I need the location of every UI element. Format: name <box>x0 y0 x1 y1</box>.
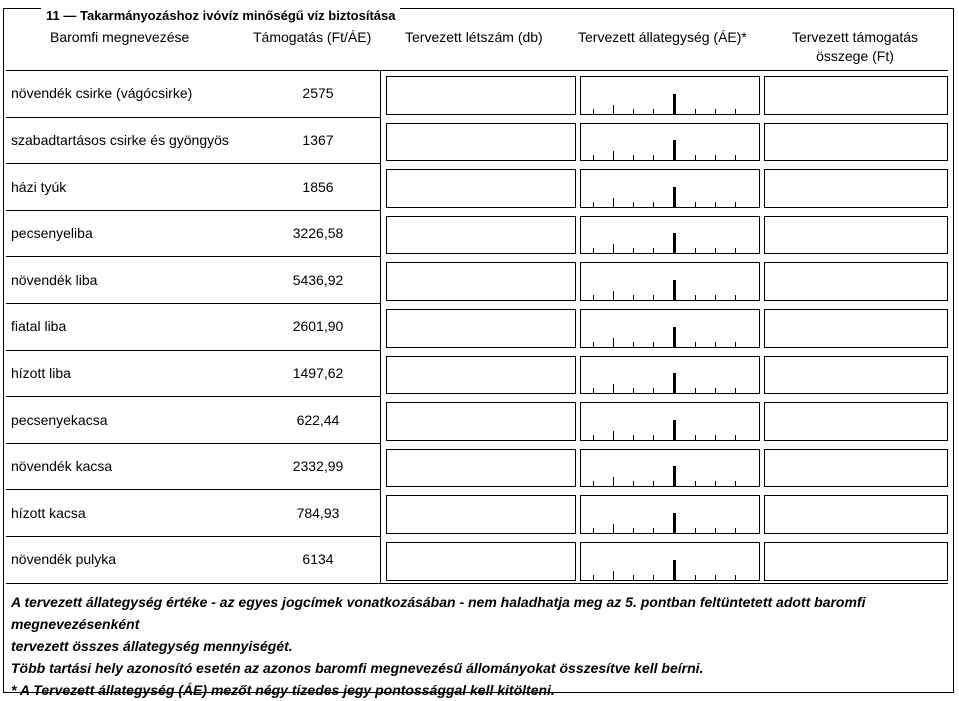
digit-cell-tick <box>695 575 696 580</box>
digit-cell-tick <box>653 109 654 114</box>
animal-units-input[interactable] <box>580 216 760 255</box>
row-divider <box>6 117 380 118</box>
row-divider <box>6 396 380 397</box>
digit-cell-tick <box>735 202 736 207</box>
total-support-input[interactable] <box>764 123 948 162</box>
digit-cell-tick <box>695 435 696 440</box>
digit-cell-tick <box>653 528 654 533</box>
total-support-input[interactable] <box>764 495 948 534</box>
total-support-input[interactable] <box>764 216 948 255</box>
row-support: 5436,92 <box>292 271 344 288</box>
digit-cell-tick <box>735 528 736 533</box>
row-name: házi tyúk <box>11 178 67 195</box>
digit-cell-tick <box>715 575 716 580</box>
animal-units-input[interactable] <box>580 495 760 534</box>
headcount-input[interactable] <box>386 309 576 348</box>
section-number: 11 <box>46 8 60 23</box>
row-name: pecsenyeliba <box>11 225 93 242</box>
digit-cell-tick <box>695 528 696 533</box>
animal-units-input[interactable] <box>580 402 760 441</box>
digit-cell-tick <box>735 295 736 300</box>
headcount-input[interactable] <box>386 542 576 581</box>
digit-cell-tick <box>653 202 654 207</box>
row-divider <box>6 210 380 211</box>
digit-cell-tick <box>633 109 634 114</box>
animal-units-input[interactable] <box>580 356 760 395</box>
headcount-input[interactable] <box>386 123 576 162</box>
row-divider <box>6 163 380 164</box>
digit-cell-tick <box>715 388 716 393</box>
digit-cell-tick <box>613 151 614 160</box>
headcount-input[interactable] <box>386 76 576 115</box>
digit-cell-tick <box>593 342 594 347</box>
row-divider <box>6 256 380 257</box>
note-1: A tervezett állategység értéke - az egyes jogcímek vonatkozásában - nem haladhatja meg az 5. pontban feltüntetett adott baromfi megnevezésenként <box>11 594 866 632</box>
digit-cell-tick <box>633 435 634 440</box>
animal-units-input[interactable] <box>580 169 760 208</box>
digit-cell-tick <box>633 528 634 533</box>
digit-cell-tick <box>593 575 594 580</box>
header-divider <box>6 70 948 71</box>
digit-cell-tick <box>695 388 696 393</box>
digit-cell-tick <box>715 528 716 533</box>
decimal-separator <box>673 187 676 207</box>
digit-cell-tick <box>653 295 654 300</box>
headcount-input[interactable] <box>386 169 576 208</box>
digit-cell-tick <box>613 477 614 486</box>
section-dash: — <box>63 8 77 23</box>
digit-cell-tick <box>715 248 716 253</box>
digit-cell-tick <box>653 342 654 347</box>
digit-cell-tick <box>613 524 614 533</box>
digit-cell-tick <box>633 342 634 347</box>
digit-cell-tick <box>735 155 736 160</box>
digit-cell-tick <box>613 198 614 207</box>
digit-cell-tick <box>613 571 614 580</box>
digit-cell-tick <box>633 202 634 207</box>
notes <box>11 591 946 701</box>
animal-units-input[interactable] <box>580 542 760 581</box>
decimal-separator <box>673 560 676 580</box>
row-support: 2332,99 <box>292 458 344 475</box>
note-3: Több tartási hely azonosító esetén az azonos baromfi megnevezésű állományokat összesítve kell beírni. <box>11 660 704 676</box>
total-support-input[interactable] <box>764 449 948 488</box>
digit-cell-tick <box>653 481 654 486</box>
digit-cell-tick <box>715 295 716 300</box>
decimal-separator <box>673 94 676 114</box>
total-support-input[interactable] <box>764 169 948 208</box>
row-name: pecsenyekacsa <box>11 411 108 428</box>
digit-cell-tick <box>715 155 716 160</box>
digit-cell-tick <box>653 435 654 440</box>
digit-cell-tick <box>613 338 614 347</box>
section-title: Takarmányozáshoz ivóvíz minőségű víz biztosítása <box>80 8 396 23</box>
total-support-input[interactable] <box>764 542 948 581</box>
animal-units-input[interactable] <box>580 309 760 348</box>
row-name: fiatal liba <box>11 318 67 335</box>
digit-cell-tick <box>695 155 696 160</box>
row-divider <box>6 303 380 304</box>
headcount-input[interactable] <box>386 402 576 441</box>
digit-cell-tick <box>593 481 594 486</box>
digit-cell-tick <box>695 109 696 114</box>
headcount-input[interactable] <box>386 449 576 488</box>
decimal-separator <box>673 513 676 533</box>
digit-cell-tick <box>613 384 614 393</box>
digit-cell-tick <box>653 248 654 253</box>
decimal-separator <box>673 140 676 160</box>
row-divider <box>6 443 380 444</box>
row-support: 2575 <box>302 85 334 102</box>
digit-cell-tick <box>653 575 654 580</box>
row-support: 1497,62 <box>292 364 344 381</box>
decimal-separator <box>673 233 676 253</box>
note-4: * A Tervezett állategység (ÁE) mezőt négy tizedes jegy pontossággal kell kitölteni. <box>11 682 555 698</box>
digit-cell-tick <box>695 295 696 300</box>
row-name: növendék pulyka <box>11 551 117 568</box>
decimal-separator <box>673 280 676 300</box>
digit-cell-tick <box>715 109 716 114</box>
digit-cell-tick <box>593 202 594 207</box>
decimal-separator <box>673 420 676 440</box>
decimal-separator <box>673 466 676 486</box>
digit-cell-tick <box>613 244 614 253</box>
digit-cell-tick <box>633 155 634 160</box>
digit-cell-tick <box>613 431 614 440</box>
digit-cell-tick <box>695 342 696 347</box>
row-name: növendék kacsa <box>11 458 113 475</box>
digit-cell-tick <box>653 388 654 393</box>
header-name: Baromfi megnevezése <box>50 29 190 45</box>
header-total-line1: Tervezett támogatás <box>791 29 919 45</box>
animal-units-input[interactable] <box>580 123 760 162</box>
header-total-line2: összege (Ft) <box>816 48 894 64</box>
row-support: 2601,90 <box>292 318 344 335</box>
digit-cell-tick <box>593 109 594 114</box>
row-divider <box>6 489 380 490</box>
table-bottom-line <box>6 583 948 584</box>
row-name: hízott kacsa <box>11 504 86 521</box>
digit-cell-tick <box>653 155 654 160</box>
row-support: 1367 <box>302 131 334 148</box>
row-support: 1856 <box>302 178 334 195</box>
note-2: tervezett összes állategység mennyiségét. <box>11 638 293 654</box>
digit-cell-tick <box>735 481 736 486</box>
row-support: 784,93 <box>296 504 340 521</box>
total-support-input[interactable] <box>764 309 948 348</box>
headcount-input[interactable] <box>386 216 576 255</box>
headcount-input[interactable] <box>386 356 576 395</box>
animal-units-input[interactable] <box>580 449 760 488</box>
digit-cell-tick <box>593 388 594 393</box>
digit-cell-tick <box>735 342 736 347</box>
digit-cell-tick <box>593 155 594 160</box>
digit-cell-tick <box>633 248 634 253</box>
decimal-separator <box>673 373 676 393</box>
digit-cell-tick <box>735 248 736 253</box>
digit-cell-tick <box>715 342 716 347</box>
animal-units-input[interactable] <box>580 76 760 115</box>
row-divider <box>6 350 380 351</box>
headcount-input[interactable] <box>386 495 576 534</box>
digit-cell-tick <box>613 105 614 114</box>
row-support: 622,44 <box>296 411 340 428</box>
row-divider <box>6 536 380 537</box>
header-total <box>770 28 940 66</box>
total-support-input[interactable] <box>764 76 948 115</box>
decimal-separator <box>673 327 676 347</box>
digit-cell-tick <box>613 291 614 300</box>
digit-cell-tick <box>735 388 736 393</box>
digit-cell-tick <box>715 435 716 440</box>
digit-cell-tick <box>695 202 696 207</box>
digit-cell-tick <box>695 481 696 486</box>
digit-cell-tick <box>735 435 736 440</box>
digit-cell-tick <box>593 528 594 533</box>
row-name: szabadtartásos csirke és gyöngyös <box>11 131 229 148</box>
row-name: hízott liba <box>11 364 71 381</box>
digit-cell-tick <box>593 248 594 253</box>
digit-cell-tick <box>735 109 736 114</box>
digit-cell-tick <box>593 295 594 300</box>
digit-cell-tick <box>633 388 634 393</box>
header-animal-units: Tervezett állategység (ÁE)* <box>578 29 747 45</box>
total-support-input[interactable] <box>764 262 948 301</box>
digit-cell-tick <box>695 248 696 253</box>
digit-cell-tick <box>633 295 634 300</box>
header-support: Támogatás (Ft/ÁE) <box>253 29 372 45</box>
headcount-input[interactable] <box>386 262 576 301</box>
digit-cell-tick <box>633 575 634 580</box>
digit-cell-tick <box>593 435 594 440</box>
animal-units-input[interactable] <box>580 262 760 301</box>
section-legend <box>41 7 400 25</box>
digit-cell-tick <box>715 481 716 486</box>
digit-cell-tick <box>715 202 716 207</box>
row-name: növendék csirke (vágócsirke) <box>11 85 193 102</box>
total-support-input[interactable] <box>764 402 948 441</box>
row-support: 3226,58 <box>292 225 344 242</box>
total-support-input[interactable] <box>764 356 948 395</box>
digit-cell-tick <box>735 575 736 580</box>
header-headcount: Tervezett létszám (db) <box>405 29 543 45</box>
digit-cell-tick <box>633 481 634 486</box>
row-name: növendék liba <box>11 271 98 288</box>
row-support: 6134 <box>302 551 334 568</box>
